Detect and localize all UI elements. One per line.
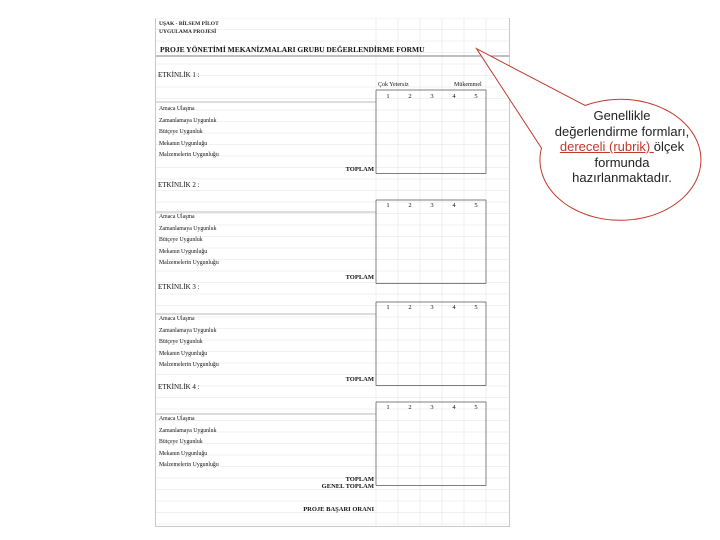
grand-total-label: GENEL TOPLAM (321, 483, 374, 490)
scale-value: 4 (452, 93, 456, 100)
scale-value: 5 (474, 404, 478, 411)
scale-value: 5 (474, 304, 478, 311)
scale-value: 1 (386, 404, 390, 411)
scale-value: 3 (430, 93, 434, 100)
criterion-label: Amaca Ulaşma (159, 106, 195, 112)
criterion-label: Bütçeye Uygunluk (159, 129, 203, 135)
activity-total-label: TOPLAM (345, 375, 374, 383)
criterion-label: Malzemelerin Uygunluğu (159, 152, 219, 158)
header-line-2: UYGULAMA PROJESİ (159, 29, 217, 35)
criterion-label: Malzemelerin Uygunluğu (159, 462, 219, 468)
activity-label: ETKİNLİK 4 : (158, 383, 200, 391)
criterion-label: Mekanın Uygunluğu (159, 248, 208, 255)
scale-high-label: Mükemmel (454, 82, 482, 88)
activity-total-label: TOPLAM (345, 273, 374, 281)
rubric-link[interactable]: dereceli (rubrik) (559, 139, 654, 154)
activity-label: ETKİNLİK 1 : (158, 71, 200, 79)
scale-value: 2 (408, 93, 412, 100)
scale-value: 2 (408, 304, 412, 311)
criterion-label: Malzemelerin Uygunluğu (159, 362, 219, 368)
scale-value: 2 (408, 202, 412, 209)
criterion-label: Zamanlamaya Uygunluk (159, 117, 217, 124)
scale-value: 5 (474, 93, 478, 100)
activity-label: ETKİNLİK 3 : (158, 283, 200, 291)
criterion-label: Zamanlamaya Uygunluk (159, 427, 217, 434)
criterion-label: Mekanın Uygunluğu (159, 350, 208, 357)
criterion-label: Malzemelerin Uygunluğu (159, 260, 219, 266)
scale-value: 3 (430, 202, 434, 209)
scale-value: 1 (386, 93, 390, 100)
scale-value: 4 (452, 304, 456, 311)
criterion-label: Mekanın Uygunluğu (159, 140, 208, 147)
activity-total-label: TOPLAM (345, 475, 374, 483)
criterion-label: Zamanlamaya Uygunluk (159, 225, 217, 232)
scale-value: 1 (386, 304, 390, 311)
criterion-label: Zamanlamaya Uygunluk (159, 327, 217, 334)
scale-value: 5 (474, 202, 478, 209)
scale-low-label: Çok Yetersiz (378, 82, 409, 88)
scale-value: 3 (430, 404, 434, 411)
callout-text-after: ölçek formunda hazırlanmaktadır. (572, 139, 685, 185)
scale-value: 2 (408, 404, 412, 411)
form-title: PROJE YÖNETİMİ MEKANİZMALARI GRUBU DEĞERLENDİRME FORMU (160, 45, 425, 54)
criterion-label: Bütçeye Uygunluk (159, 339, 203, 345)
activity-total-label: TOPLAM (345, 165, 374, 173)
header-line-1: UŞAK - BİLSEM PİLOT (159, 21, 219, 27)
criterion-label: Amaca Ulaşma (159, 214, 195, 220)
scale-value: 4 (452, 202, 456, 209)
scale-value: 4 (452, 404, 456, 411)
criterion-label: Bütçeye Uygunluk (159, 237, 203, 243)
callout-text-before: Genellikle değerlendirme formları, (554, 108, 690, 139)
scale-value: 1 (386, 202, 390, 209)
criterion-label: Amaca Ulaşma (159, 316, 195, 322)
criterion-label: Bütçeye Uygunluk (159, 439, 203, 445)
criterion-label: Mekanın Uygunluğu (159, 450, 208, 457)
success-rate-label: PROJE BAŞARI ORANI (303, 506, 374, 513)
activity-label: ETKİNLİK 2 : (158, 181, 200, 189)
callout-text (553, 108, 691, 186)
scale-value: 3 (430, 304, 434, 311)
criterion-label: Amaca Ulaşma (159, 416, 195, 422)
